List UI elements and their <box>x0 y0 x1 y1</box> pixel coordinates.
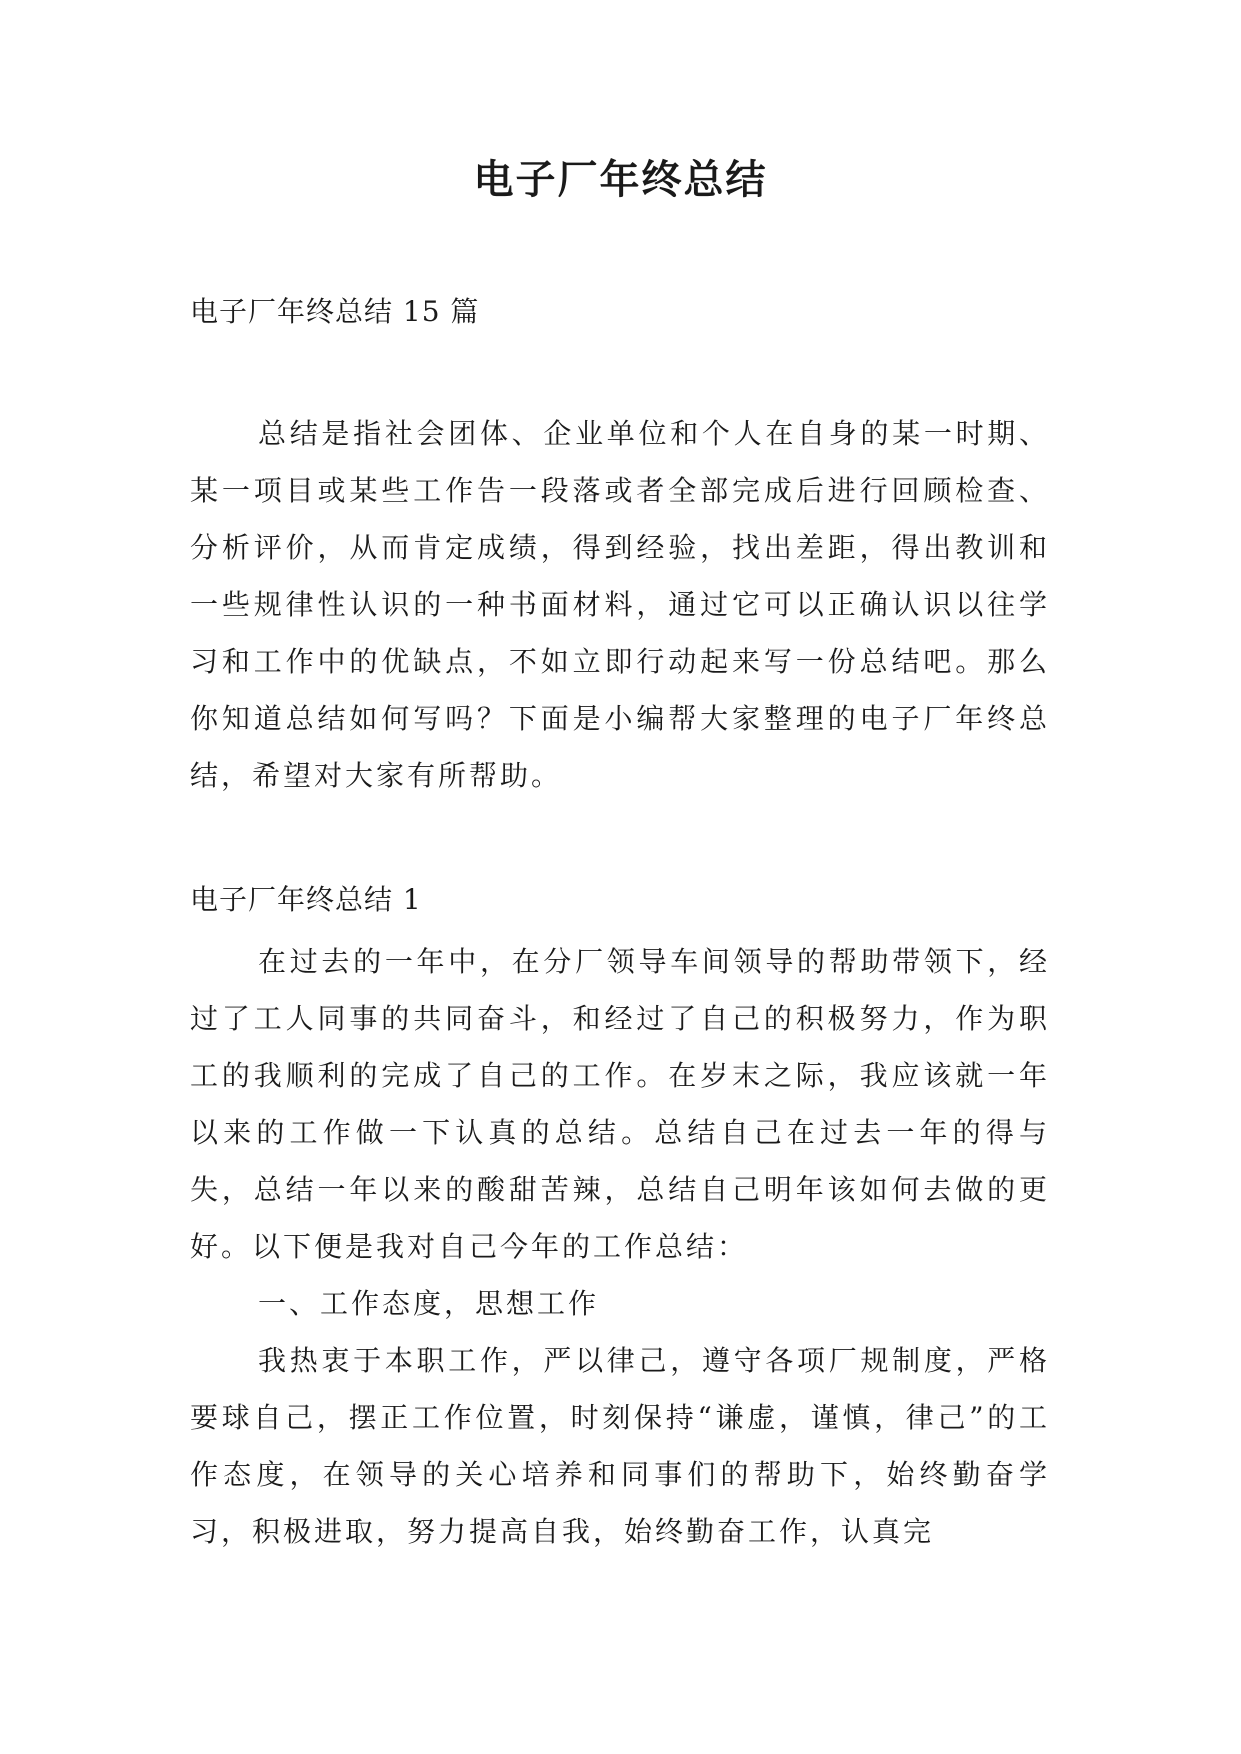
section-heading: 电子厂年终总结 1 <box>190 883 422 916</box>
body-paragraph: 在过去的一年中，在分厂领导车间领导的帮助带领下，经过了工人同事的共同奋斗，和经过了自己的积极努力，作为职工的我顺利的完成了自己的工作。在岁末之际，我应该就一年以来的工作做一下认真的总结。总结自己在过去一年的得与失，总结一年以来的酸甜苦辣，总结自己明年该如何去做的更好。以下便是我对自己今年的工作总结： <box>190 945 1050 1263</box>
intro-paragraph: 总结是指社会团体、企业单位和个人在自身的某一时期、某一项目或某些工作告一段落或者全部完成后进行回顾检查、分析评价，从而肯定成绩，得到经验，找出差距，得出教训和一些规律性认识的一种书面材料，通过它可以正确认识以往学习和工作中的优缺点，不如立即行动起来写一份总结吧。那么你知道总结如何写吗？下面是小编帮大家整理的电子厂年终总结，希望对大家有所帮助。 <box>190 417 1050 792</box>
body-paragraph: 我热衷于本职工作，严以律己，遵守各项厂规制度，严格要球自己，摆正工作位置，时刻保持“谦虚，谨慎，律己”的工作态度，在领导的关心培养和同事们的帮助下，始终勤奋学习，积极进取，努力提高自我，始终勤奋工作，认真完 <box>190 1344 1050 1548</box>
subsection-heading: 一、工作态度，思想工作 <box>258 1287 600 1320</box>
page-title: 电子厂年终总结 <box>473 157 768 203</box>
document-subtitle: 电子厂年终总结 15 篇 <box>190 295 480 328</box>
